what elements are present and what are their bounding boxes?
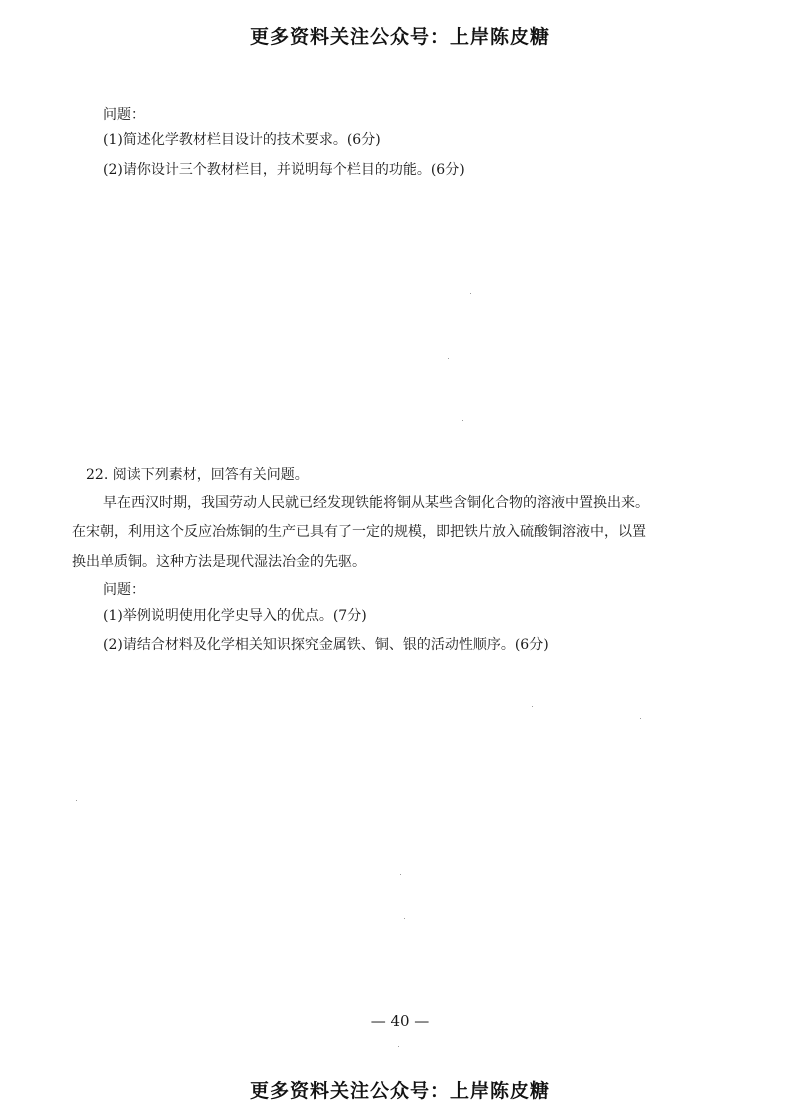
scan-speck bbox=[448, 358, 449, 359]
question-item: (2)请结合材料及化学相关知识探究金属铁、铜、银的活动性顺序。(6分) bbox=[103, 637, 549, 653]
material-line: 早在西汉时期，我国劳动人民就已经发现铁能将铜从某些含铜化合物的溶液中置换出来。 bbox=[103, 495, 649, 511]
questions-label: 问题： bbox=[103, 107, 145, 123]
scan-speck bbox=[640, 718, 641, 719]
page-number: — 40 — bbox=[370, 1012, 430, 1030]
question-item: (1)简述化学教材栏目设计的技术要求。(6分) bbox=[103, 132, 381, 148]
material-line: 换出单质铜。这种方法是现代湿法冶金的先驱。 bbox=[72, 554, 366, 570]
questions-label: 问题： bbox=[103, 582, 145, 598]
question-item: (2)请你设计三个教材栏目，并说明每个栏目的功能。(6分) bbox=[103, 162, 465, 178]
question-heading: 22. 阅读下列素材，回答有关问题。 bbox=[86, 467, 309, 483]
header-banner: 更多资料关注公众号：上岸陈皮糖 bbox=[249, 26, 550, 48]
scan-speck bbox=[76, 800, 77, 801]
scan-speck bbox=[404, 918, 405, 919]
scan-speck bbox=[462, 420, 463, 421]
material-line: 在宋朝，利用这个反应冶炼铜的生产已具有了一定的规模，即把铁片放入硫酸铜溶液中，以置 bbox=[72, 524, 646, 540]
scan-speck bbox=[400, 874, 401, 875]
scan-speck bbox=[398, 1046, 399, 1047]
question-item: (1)举例说明使用化学史导入的优点。(7分) bbox=[103, 608, 367, 624]
footer-banner: 更多资料关注公众号：上岸陈皮糖 bbox=[249, 1080, 550, 1102]
scan-speck bbox=[532, 706, 533, 707]
scan-speck bbox=[470, 293, 471, 294]
